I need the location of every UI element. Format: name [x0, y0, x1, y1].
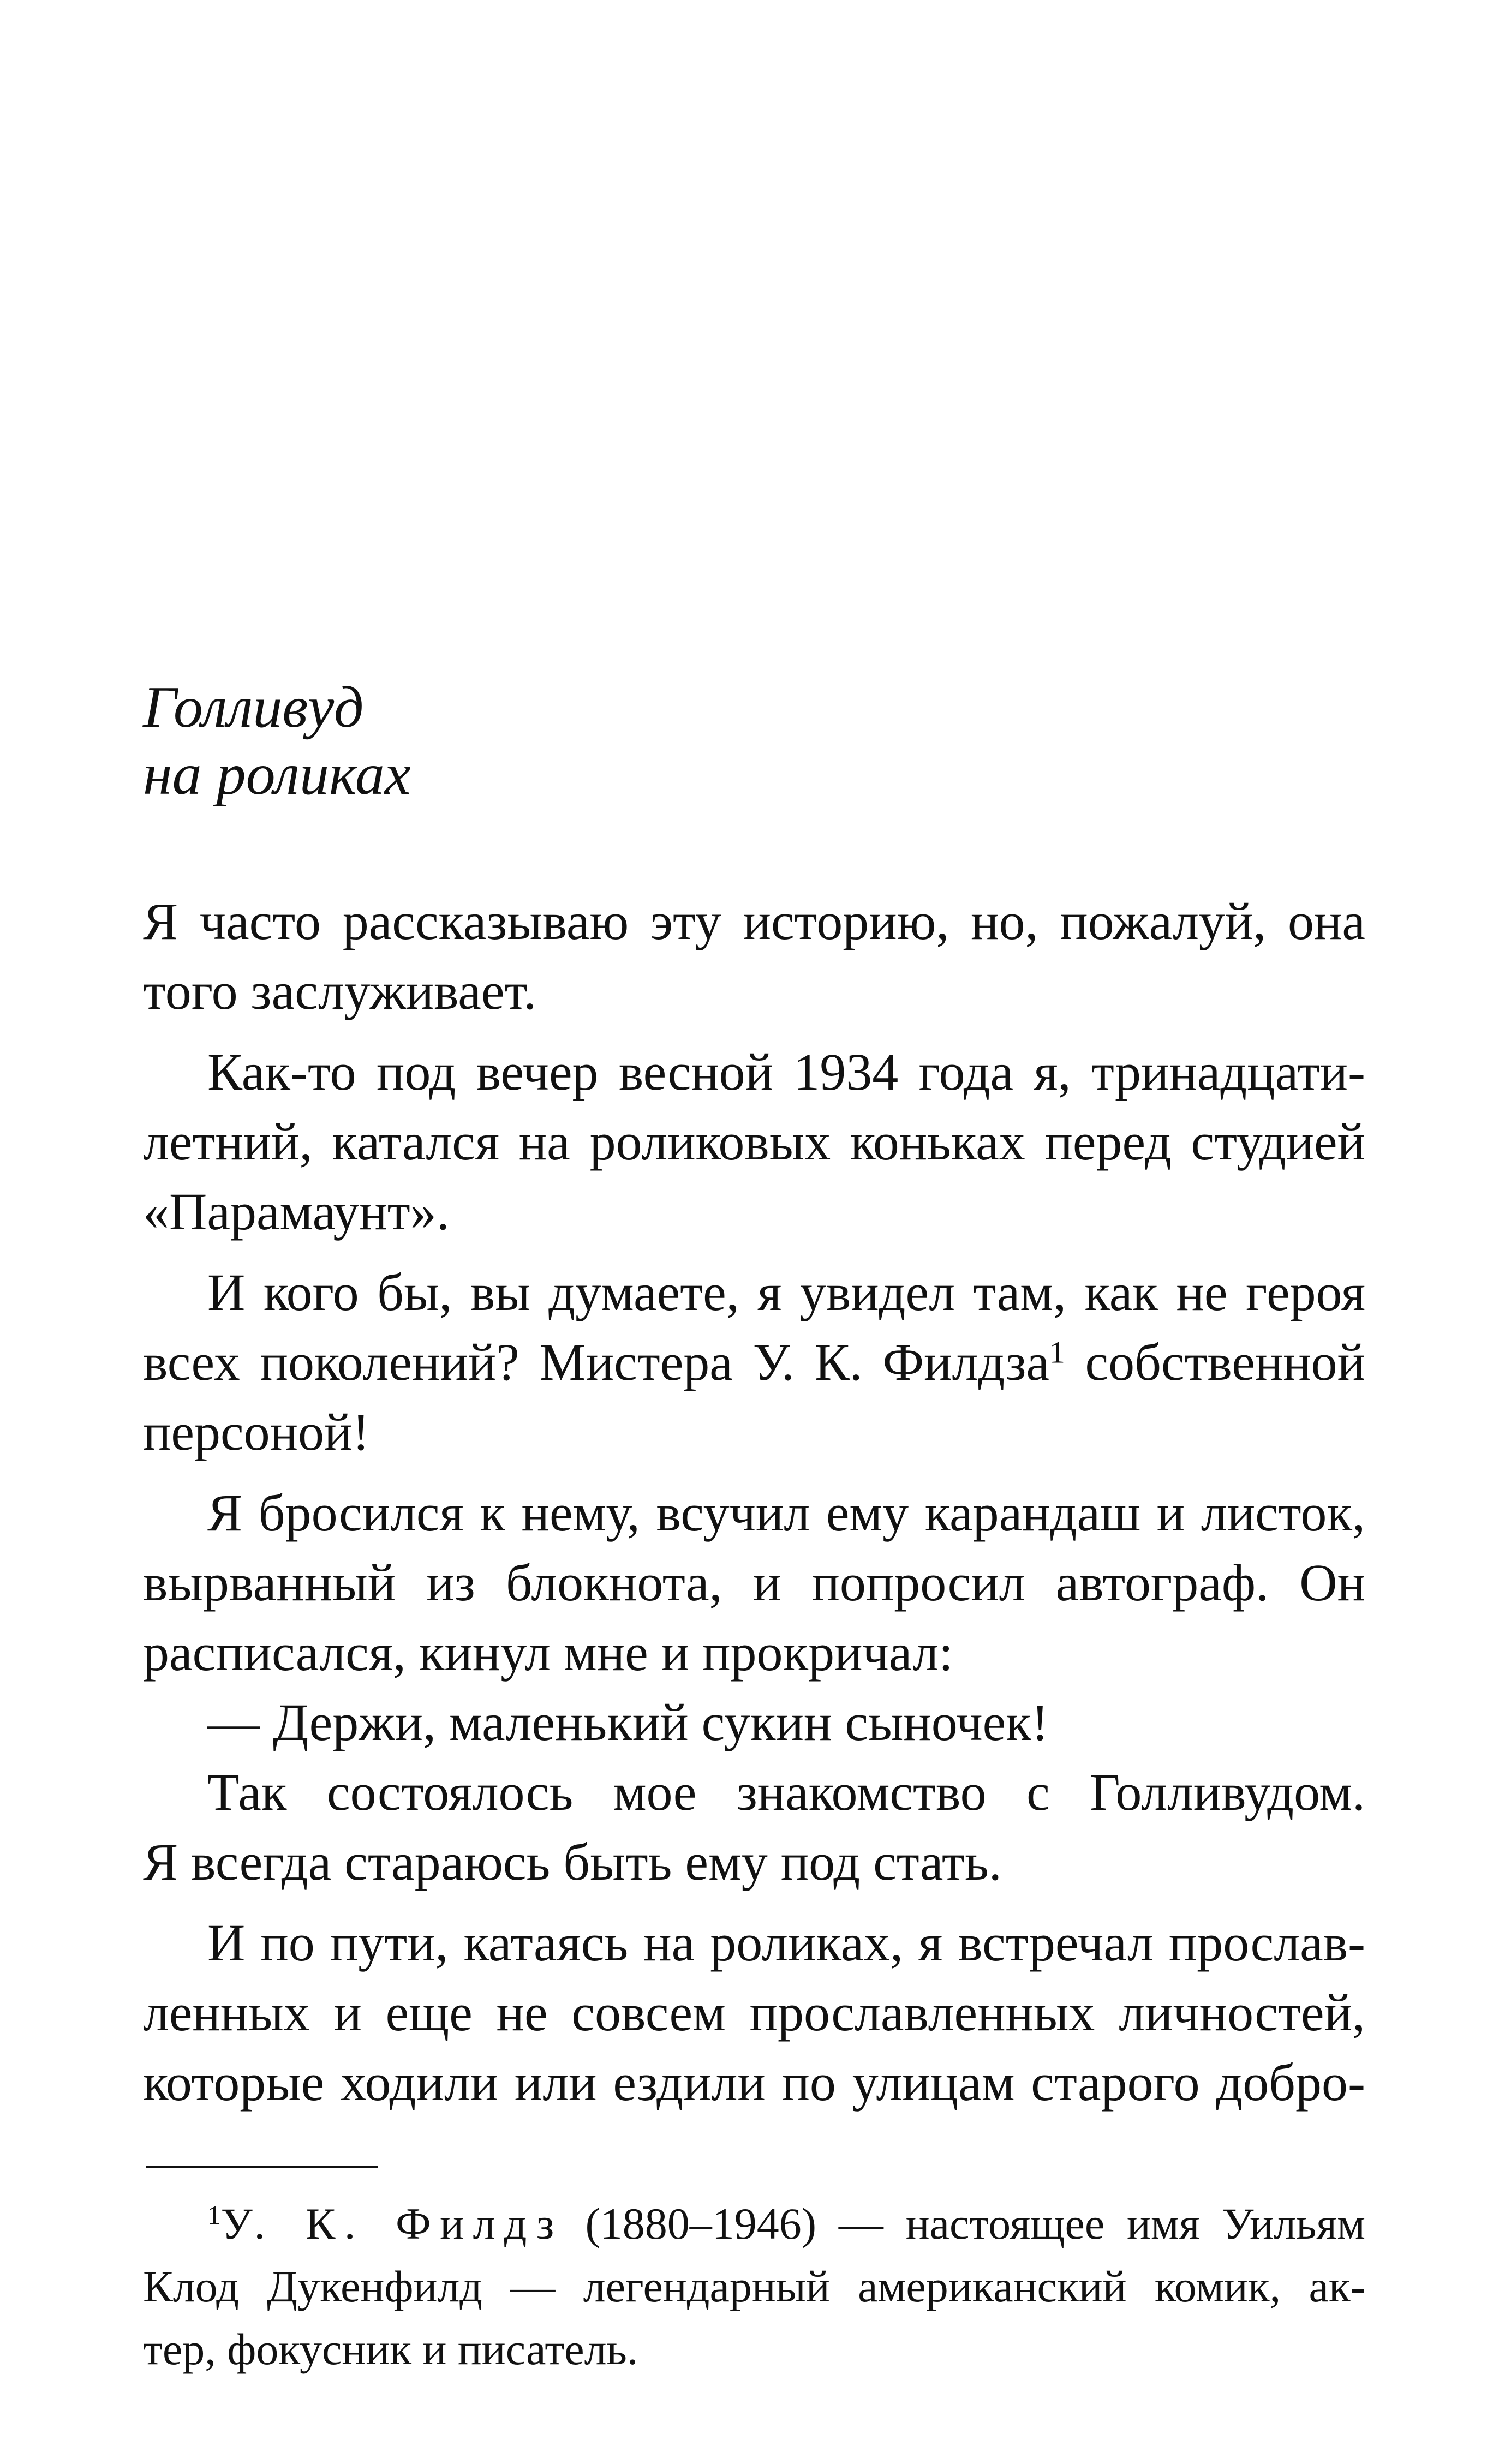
footnote-line: Клод Дукенфилд — легендарный американский комик, ак-	[143, 2262, 1365, 2311]
text-line: «Парамаунт».	[143, 1182, 450, 1241]
text-line: расписался, кинул мне и прокричал:	[143, 1623, 953, 1682]
text-fragment: собственной	[1065, 1333, 1366, 1391]
text-line: Я часто рассказываю эту историю, но, пожалуй, она	[143, 892, 1365, 950]
footnote-term: У. К. Филдз	[220, 2199, 563, 2248]
footnote	[143, 2192, 1365, 2381]
text-fragment: (1880–1946) — настоящее имя Уильям	[563, 2199, 1365, 2248]
footnote-separator	[146, 2166, 378, 2168]
text-line: — Держи, маленький сукин сыночек!	[207, 1693, 1049, 1751]
text-line: того заслуживает.	[143, 962, 537, 1020]
text-fragment: всех поколений? Мистера У. К. Филдза	[143, 1333, 1049, 1391]
text-line: И по пути, катаясь на роликах, я встречал прослав-	[207, 1913, 1365, 1972]
footnote-line	[143, 2192, 1365, 2255]
footnote-line: тер, фокусник и писатель.	[143, 2324, 638, 2374]
text-line: И кого бы, вы думаете, я увидел там, как не героя	[207, 1263, 1365, 1321]
text-line: Я всегда стараюсь быть ему под стать.	[143, 1833, 1002, 1891]
chapter-title	[143, 674, 1365, 808]
text-line: вырванный из блокнота, и попросил автограф. Он	[143, 1553, 1365, 1612]
text-line	[143, 1327, 1365, 1397]
chapter-title-line-2: на роликах	[143, 742, 411, 807]
text-line: персоной!	[143, 1403, 370, 1461]
chapter-title-line-1: Голливуд	[143, 675, 364, 740]
text-line: ленных и еще не совсем прославленных личностей,	[143, 1983, 1365, 2042]
chapter-body	[143, 887, 1365, 2118]
text-line: Как-то под вечер весной 1934 года я, тринадцати-	[207, 1043, 1365, 1101]
text-line: которые ходили или ездили по улицам старого добро-	[143, 2053, 1365, 2112]
text-line: Я бросился к нему, всучил ему карандаш и листок,	[207, 1484, 1365, 1542]
footnote-marker: 1	[207, 2199, 221, 2230]
footnote-reference[interactable]: 1	[1049, 1335, 1065, 1370]
text-line: летний, катался на роликовых коньках перед студией	[143, 1113, 1365, 1171]
text-line: Так состоялось мое знакомство с Голливудом.	[207, 1763, 1365, 1821]
